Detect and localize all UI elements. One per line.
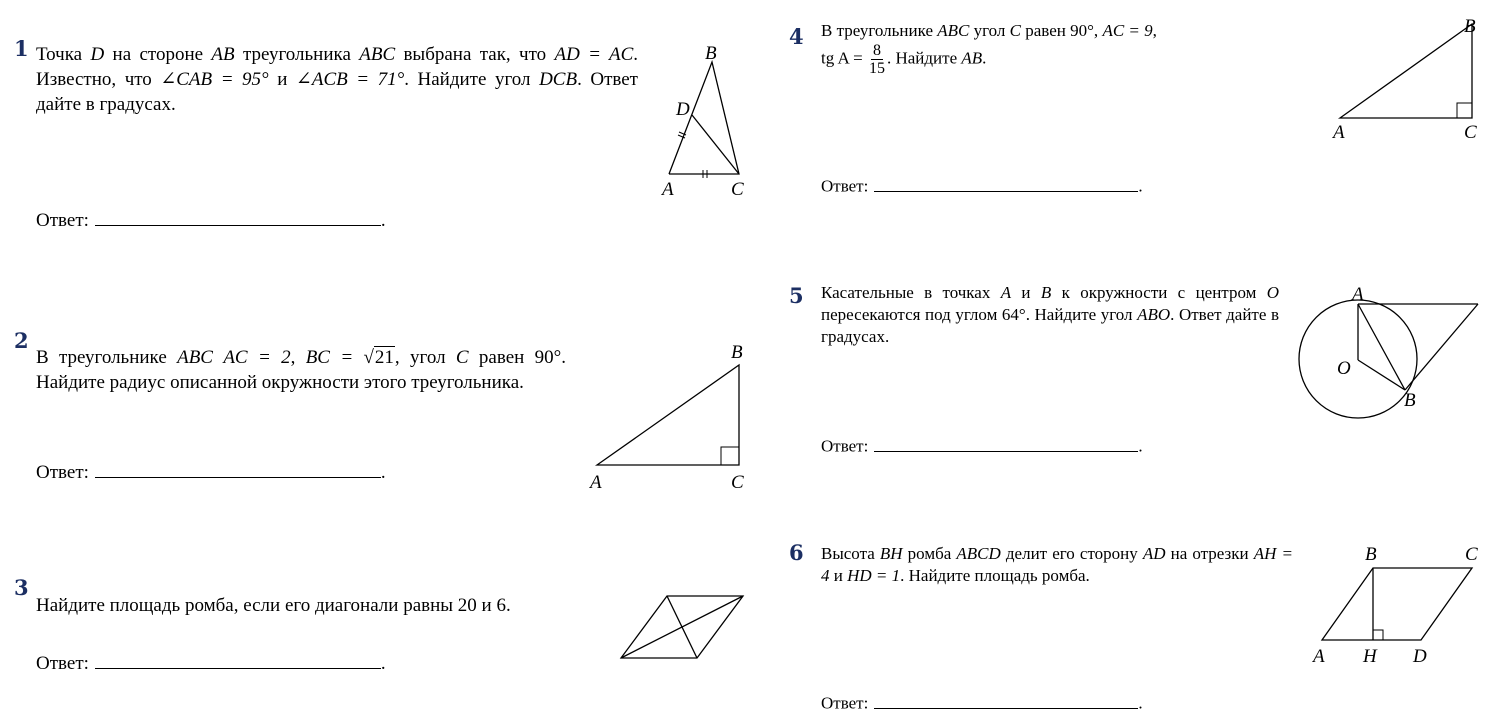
problem-4-figure (1330, 14, 1490, 144)
problem-3-answer: Ответ: . (36, 647, 386, 675)
problem-6-figure (1305, 540, 1485, 670)
label-C: C (731, 179, 744, 200)
label-A: A (662, 179, 674, 200)
problem-3-text: Найдите площадь ромба, если его диагонали равны 20 и 6. (36, 595, 511, 616)
label-B: B (1404, 390, 1416, 411)
problem-6-text: Высота BH ромба ABCD делит его сторону AD на отрезки AH = 4 и HD = 1. Найдите площадь ромба. (821, 544, 1293, 585)
problem-3-answer-field[interactable] (95, 647, 381, 669)
label-B: B (1365, 544, 1377, 565)
label-A: A (1352, 284, 1364, 305)
label-O: O (1337, 358, 1351, 379)
label-C: C (731, 472, 744, 493)
problem-4-text: В треугольнике ABC угол C равен 90°, AC = 9, tg A = $\frac{8}{15}$ . Найдите AB. (821, 21, 1157, 77)
label-D: D (1413, 646, 1427, 667)
problem-1-figure (660, 40, 760, 200)
problem-5-text: Касательные в точках A и B к окружности с центром O пересекаются под углом 64°. Найдите угол ABO. Ответ дайте в градусах. (821, 283, 1280, 346)
problem-2-number: 2 (14, 328, 29, 353)
problem-1-number: 1 (14, 36, 29, 61)
problem-4-answer: Ответ: . (821, 172, 1143, 197)
problem-5-number: 5 (789, 283, 804, 308)
label-B: B (731, 342, 743, 363)
problem-4-answer-field[interactable] (874, 172, 1138, 192)
problem-1-answer: Ответ: . (36, 204, 386, 232)
problem-1-answer-field[interactable] (95, 204, 381, 226)
problem-5-answer-field[interactable] (874, 432, 1138, 452)
label-D: D (676, 99, 690, 120)
problem-3-number: 3 (14, 575, 29, 600)
problem-2-answer-field[interactable] (95, 456, 381, 478)
problem-1-text: Точка D на стороне AB треугольника ABC выбрана так, что AD = AC. Известно, что ∠CAB = 95° и ∠ACB = 71°. Найдите угол DCB. Ответ дайте в градусах. (36, 44, 638, 115)
problem-3-figure (618, 593, 748, 663)
problem-2-text: В треугольнике ABC AC = 2, BC = √21, угол C равен 90°. Найдите радиус описанной окружности этого треугольника. (36, 347, 567, 393)
label-A: A (590, 472, 602, 493)
problem-2-figure (585, 338, 775, 498)
problem-2-answer: Ответ: . (36, 456, 386, 484)
problem-5-answer: Ответ: . (821, 432, 1143, 457)
label-A: A (1333, 122, 1345, 143)
label-C: C (1464, 122, 1477, 143)
label-C: C (1465, 544, 1478, 565)
label-A: A (1313, 646, 1325, 667)
label-B: B (1464, 16, 1476, 37)
problem-5-figure (1295, 284, 1495, 414)
label-H: H (1363, 646, 1377, 667)
problem-6-number: 6 (789, 540, 804, 565)
problem-4-number: 4 (789, 24, 804, 49)
problem-6-answer-field[interactable] (874, 689, 1138, 709)
label-B: B (705, 43, 717, 64)
problem-6-answer: Ответ: . (821, 689, 1143, 714)
